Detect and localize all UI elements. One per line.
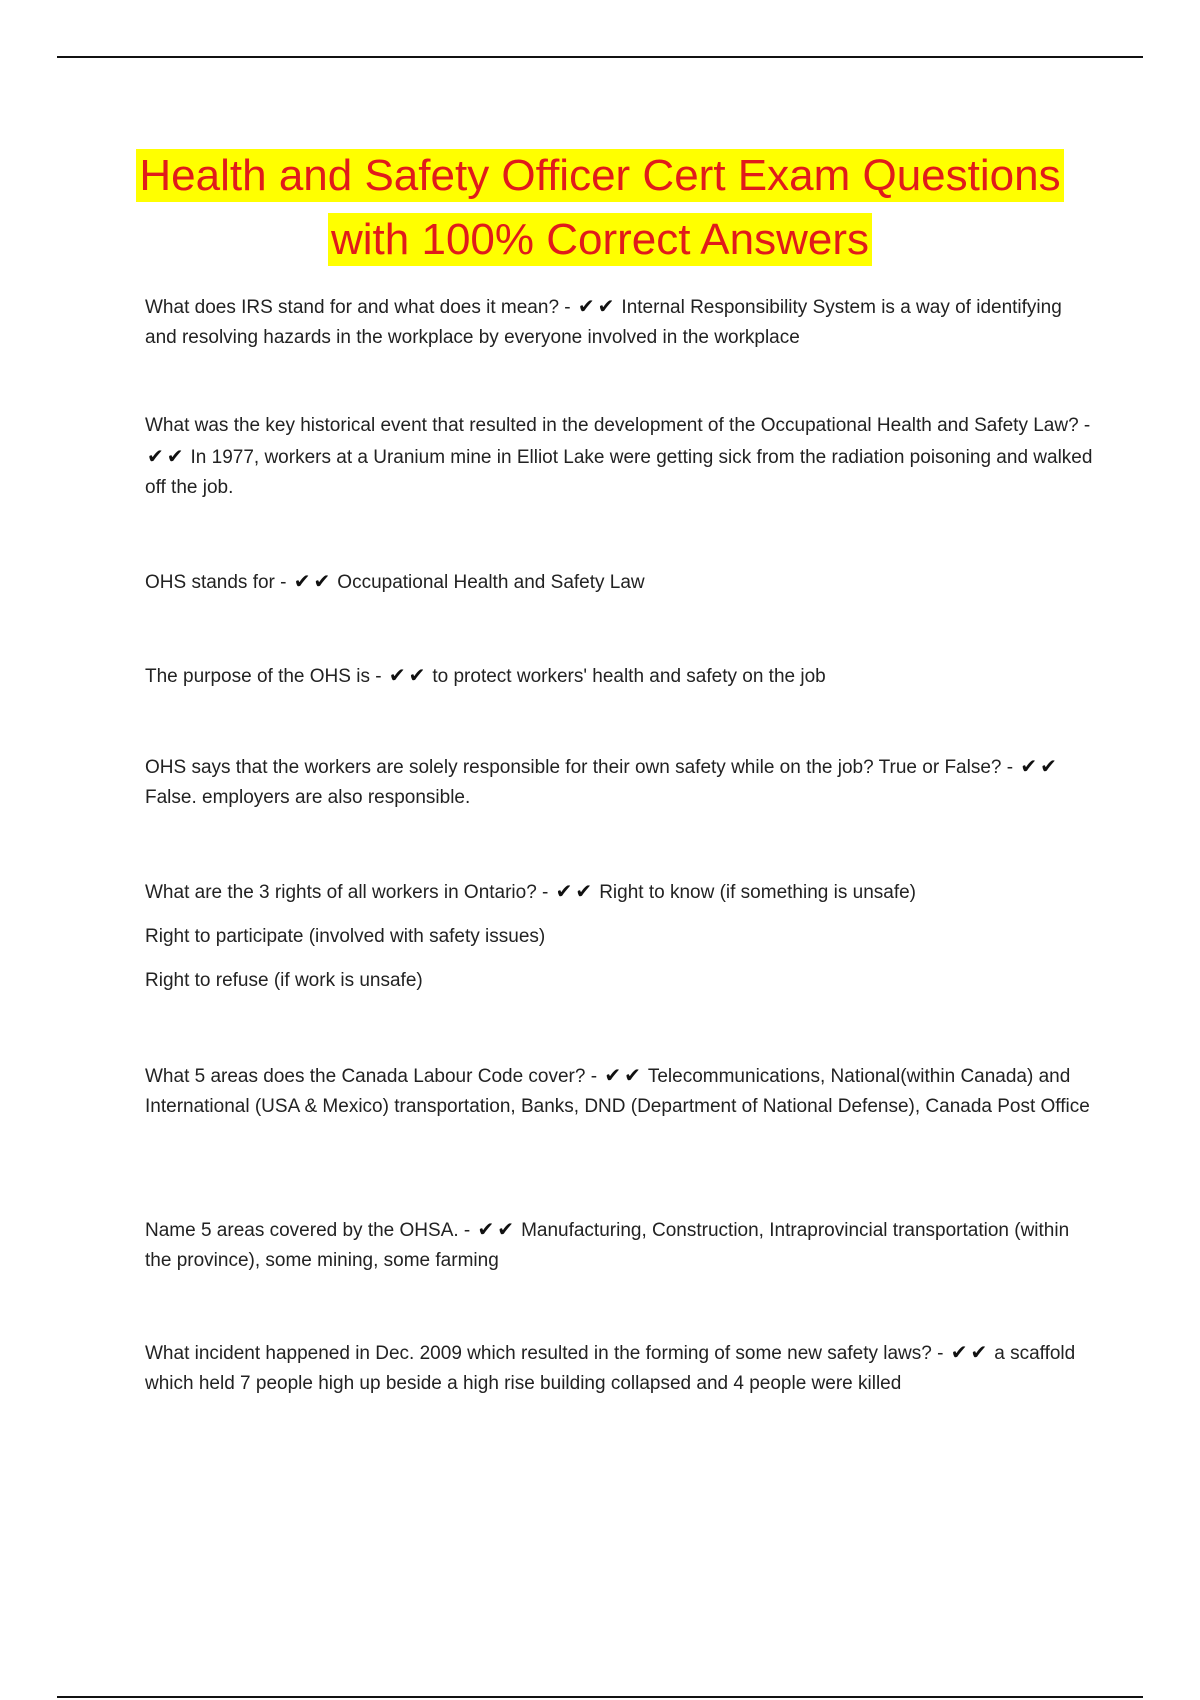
- answer-text: Telecommunications, National(within Canada) and International (USA & Mexico) transportation, Banks, DND (Department of National Defense), Canada Post Office: [145, 1066, 1090, 1117]
- answer-text: In 1977, workers at a Uranium mine in Elliot Lake were getting sick from the radiation poisoning and walked off the job.: [145, 447, 1093, 498]
- question-text: The purpose of the OHS is -: [145, 666, 382, 687]
- check-icon: ✔✔: [388, 663, 429, 687]
- question-text: What does IRS stand for and what does it mean? -: [145, 297, 571, 318]
- qa-item-9: [145, 1337, 1095, 1399]
- answer-text: Internal Responsibility System is a way of identifying and resolving hazards in the workplace by everyone involved in the workplace: [145, 297, 1062, 348]
- bottom-rule: [57, 1696, 1143, 1698]
- qa-item-1: [145, 291, 1095, 353]
- answer-text: to protect workers' health and safety on the job: [432, 666, 826, 687]
- answer-text: Right to know (if something is unsafe): [599, 882, 916, 903]
- check-icon: ✔✔: [950, 1340, 991, 1364]
- qa-item-7: [145, 1060, 1095, 1122]
- answer-text: Manufacturing, Construction, Intraprovincial transportation (within the province), some mining, some farming: [145, 1220, 1070, 1271]
- qa-item-6: [145, 876, 1095, 996]
- check-icon: ✔✔: [147, 444, 187, 468]
- question-text: OHS says that the workers are solely responsible for their own safety while on the job? True or False? -: [145, 757, 1014, 778]
- qa-item-3: [145, 566, 1095, 598]
- qa-item-5: [145, 751, 1095, 813]
- top-rule: [57, 56, 1143, 58]
- question-text: What are the 3 rights of all workers in Ontario? -: [145, 882, 549, 903]
- qa-item-2: [145, 411, 1095, 503]
- check-icon: ✔✔: [555, 879, 596, 903]
- answer-text: Occupational Health and Safety Law: [337, 572, 645, 593]
- title-line-2: with 100% Correct Answers: [328, 213, 872, 266]
- question-text: What incident happened in Dec. 2009 which resulted in the forming of some new safety laws? -: [145, 1343, 944, 1364]
- question-text: OHS stands for -: [145, 572, 287, 593]
- qa-item-4: [145, 660, 1095, 692]
- qa-item-8: [145, 1214, 1095, 1276]
- question-text: Name 5 areas covered by the OHSA. -: [145, 1220, 471, 1241]
- check-icon: ✔✔: [1020, 754, 1060, 778]
- check-icon: ✔✔: [604, 1063, 644, 1087]
- answer-extra-line: Right to participate (involved with safety issues): [145, 926, 546, 947]
- question-text: What was the key historical event that resulted in the development of the Occupational Health and Safety Law? -: [145, 415, 1091, 436]
- check-icon: ✔✔: [577, 294, 618, 318]
- answer-text: False. employers are also responsible.: [145, 787, 471, 808]
- page-title: [60, 144, 1140, 272]
- answer-text: a scaffold which held 7 people high up beside a high rise building collapsed and 4 people were killed: [145, 1343, 1076, 1394]
- answer-extra-line: Right to refuse (if work is unsafe): [145, 970, 423, 991]
- title-line-1: Health and Safety Officer Cert Exam Questions: [136, 149, 1063, 202]
- check-icon: ✔✔: [293, 569, 334, 593]
- question-text: What 5 areas does the Canada Labour Code cover? -: [145, 1066, 598, 1087]
- check-icon: ✔✔: [477, 1217, 518, 1241]
